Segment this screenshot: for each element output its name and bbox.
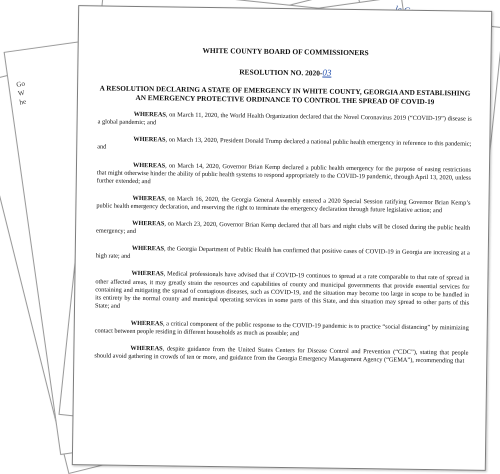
clause-text: , on March 23, 2020, Governor Brian Kemp declared that all bars and night clubs will be closed during the public health emergency; and (96, 220, 471, 236)
clause-text: , on March 16, 2020, the Georgia General Assembly entered a 2020 Special Session ratifying Governor Brian Kemp’s public health emergency declaration, and reserving the right to terminate the emergency declaration through future legislative action; and (96, 195, 471, 215)
fragment-text: Go (15, 79, 26, 89)
fragment-text: W (17, 88, 26, 98)
whereas-clause (98, 111, 472, 132)
clause-text: , on March 11, 2020, the World Health Organization declared that the Novel Coronavirus 2019 (“COVID-19”) disease is a global pandemic; and (97, 111, 472, 127)
clause-text: , Medical professionals have advised that if COVID-19 continues to spread at a rate comparable to that rate of spread in other affected areas, it may greatly strain the resources and capabilities of county and municipal governments that provide essential services for containing and mitigating the spread of contagious diseases, such as COVID-19, and the situation may become too large in scope to be handled in its entirety by the normal county and municipal operating services in some parts of this State, and this situation may spread to other parts of this State; and (94, 270, 470, 310)
whereas-label: WHEREAS (133, 136, 166, 144)
whereas-clause (97, 136, 471, 157)
whereas-clause (96, 219, 470, 240)
clause-text: , despite guidance from the United States Centers for Disease Control and Prevention (“CDC”), stating that people should avoid gathering in crowds of ten or more, and guidance from the Georgia Emergency Management Agency (“GEMA”), recommending that (94, 345, 469, 365)
whereas-clause (95, 319, 469, 340)
whereas-label: WHEREAS (132, 219, 165, 228)
clause-text: , on March 14, 2020, Governor Brian Kemp declared a public health emergency for the purpose of easing restrictions that might otherwise hinder the ability of public health systems to respond appropriately to the COVID-19 pandemic, through April 13, 2020, unless further extended; and (96, 161, 472, 185)
whereas-label: WHEREAS (130, 319, 164, 328)
whereas-clause (97, 161, 471, 191)
clause-text: , on March 13, 2020, President Donald Trump declared a national public health emergency in reference to this pandemic; and (97, 136, 472, 152)
whereas-label: WHEREAS (132, 194, 165, 203)
whereas-label: WHEREAS (131, 270, 164, 278)
fragment-text: he (18, 97, 27, 107)
board-heading: WHITE COUNTY BOARD OF COMMISSIONERS (202, 45, 369, 58)
whereas-clause (96, 194, 470, 215)
handwritten-resolution-number: 03 (322, 67, 332, 78)
document-body (94, 44, 472, 372)
whereas-clause (95, 270, 470, 316)
resolution-prefix: RESOLUTION NO. 2020- (239, 67, 323, 78)
whereas-label: WHEREAS (131, 245, 165, 253)
whereas-clause (94, 344, 468, 365)
clause-text: , the Georgia Department of Public Health has confirmed that positive cases of COVID-19 in Georgia are increasing at a high rate; and (95, 245, 470, 261)
whereas-label: WHEREAS (130, 344, 163, 353)
whereas-clause (96, 245, 470, 266)
resolution-title: A RESOLUTION DECLARING A STATE OF EMERGENCY IN WHITE COUNTY, GEORGIA AND ESTABLISHING AN EMERGENCY PROTECTIVE ORDINANCE TO CONTROL THE SPREAD OF COVID-19 (99, 84, 471, 106)
resolution-page (72, 5, 492, 471)
clause-text: , a critical component of the public response to the COVID-19 pandemic is to practice “social distancing” by minimizing contact between people residing in different households as much as possible; and (94, 320, 469, 338)
whereas-label: WHEREAS (133, 111, 166, 119)
resolution-number-line (98, 64, 472, 79)
whereas-label: WHEREAS (132, 161, 166, 169)
